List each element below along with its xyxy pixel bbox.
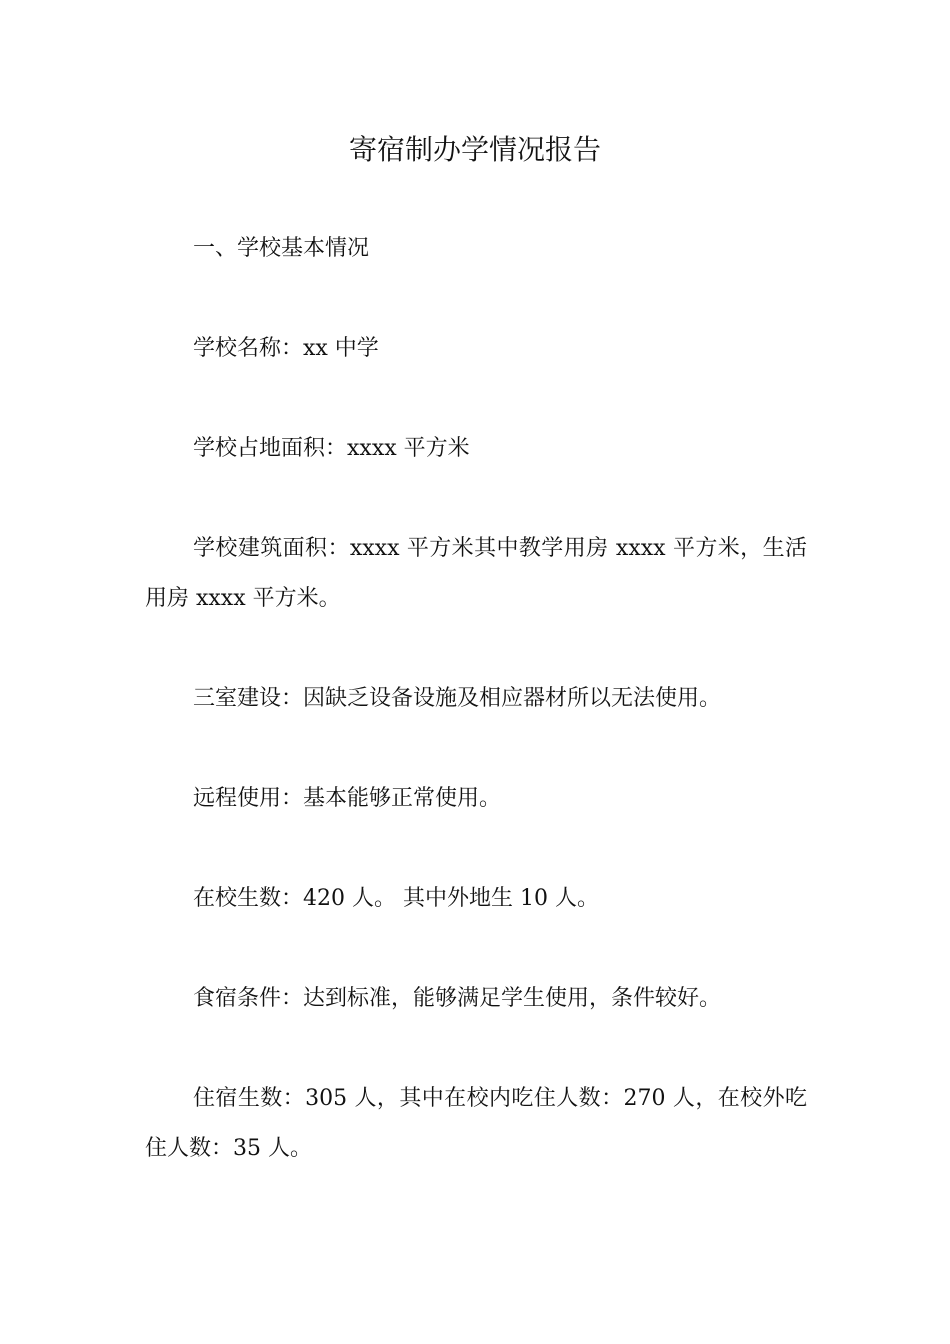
paragraph-three-rooms: 三室建设：因缺乏设备设施及相应器材所以无法使用。 xyxy=(193,686,722,711)
paragraph-school-name: 学校名称：xx 中学 xyxy=(193,336,379,361)
paragraph-enrollment: 在校生数：420 人。 其中外地生 10 人。 xyxy=(193,886,599,911)
paragraph-boarding-conditions: 食宿条件：达到标准，能够满足学生使用，条件较好。 xyxy=(193,986,722,1011)
paragraph-land-area: 学校占地面积：xxxx 平方米 xyxy=(193,436,470,461)
document-title: 寄宿制办学情况报告 xyxy=(348,133,601,166)
section-heading: 一、学校基本情况 xyxy=(193,236,370,261)
paragraph-remote-use: 远程使用：基本能够正常使用。 xyxy=(193,786,502,811)
document-body xyxy=(145,224,807,1224)
paragraph-boarding-students: 住宿生数：305 人，其中在校内吃住人数：270 人，在校外吃住人数：35 人。 xyxy=(145,1086,807,1161)
paragraph-building-area: 学校建筑面积：xxxx 平方米其中教学用房 xxxx 平方米，生活用房 xxxx 平方米。 xyxy=(145,536,807,611)
